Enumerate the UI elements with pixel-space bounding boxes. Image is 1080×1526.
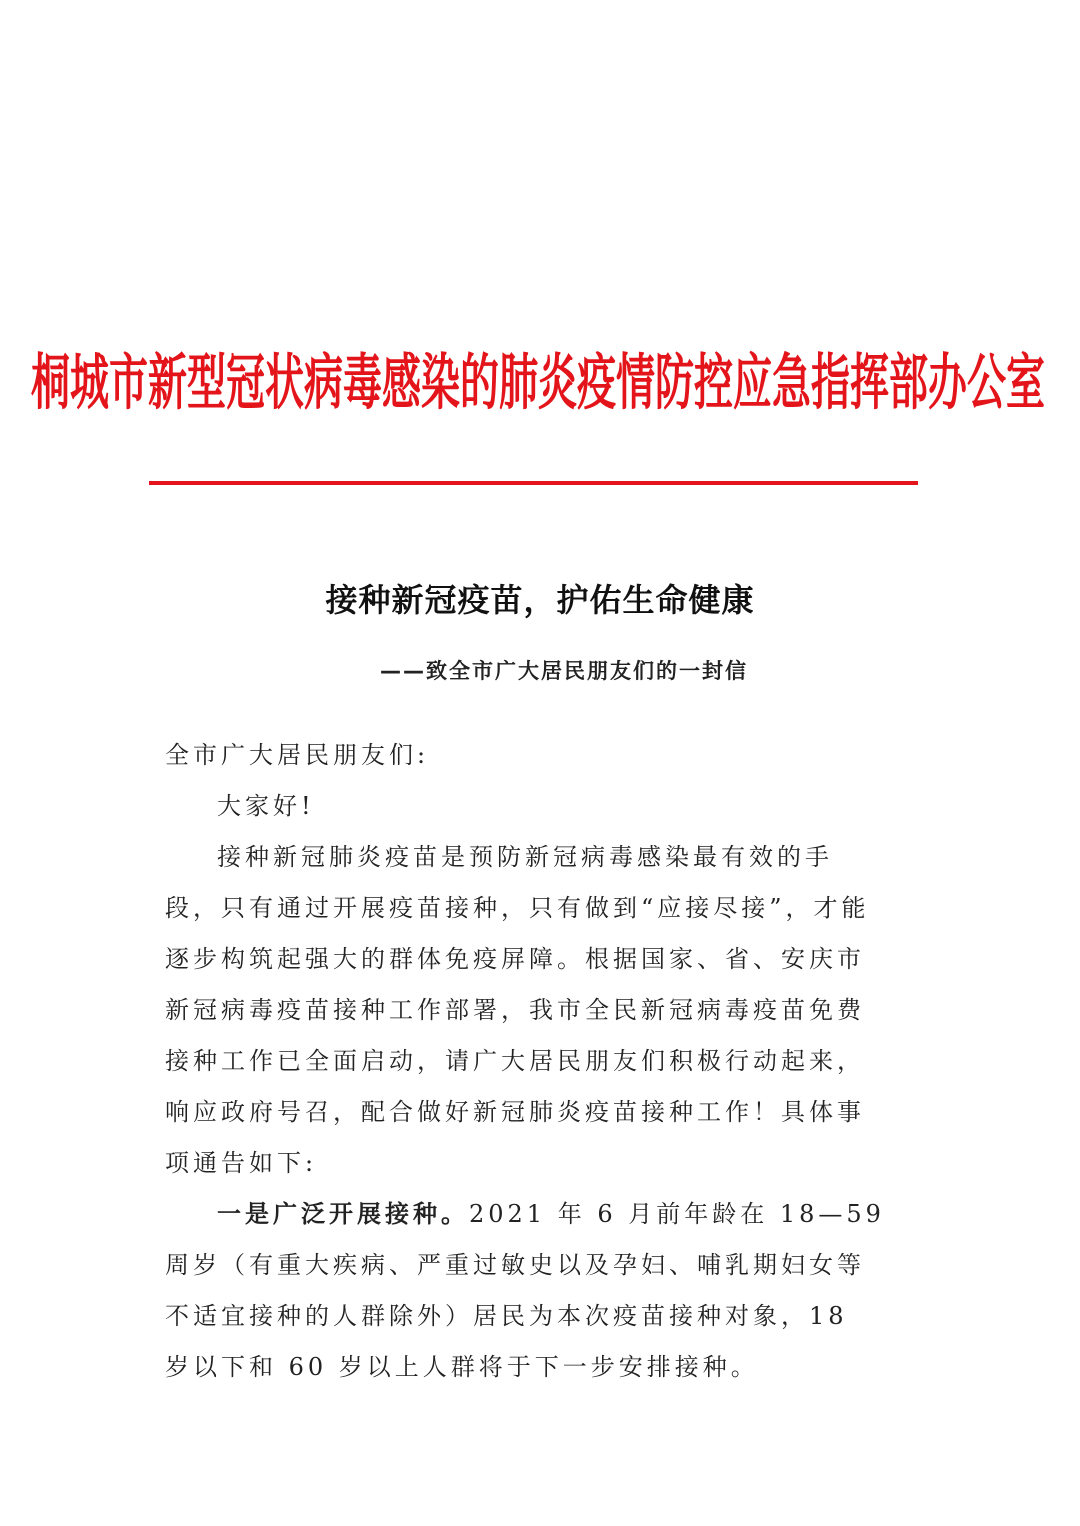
document-subtitle: ——致全市广大居民朋友们的一封信	[380, 659, 748, 683]
paragraph-intro: 接种新冠肺炎疫苗是预防新冠病毒感染最有效的手段，只有通过开展疫苗接种，只有做到“应接尽接”，才能逐步构筑起强大的群体免疫屏障。根据国家、省、安庆市新冠病毒疫苗接种工作部署，我市全民新冠病毒疫苗免费接种工作已全面启动，请广大居民朋友们积极行动起来，响应政府号召，配合做好新冠肺炎疫苗接种工作！具体事项通告如下:	[165, 843, 870, 1177]
issuer-letterhead: 桐城市新型冠状病毒感染的肺炎疫情防控应急指挥部办公室	[31, 348, 1046, 419]
paragraph-lead: 一是广泛开展接种。	[217, 1200, 469, 1228]
document-title: 接种新冠疫苗，护佑生命健康	[325, 581, 755, 619]
paragraph-vaccination-scope	[165, 1189, 887, 1393]
greeting: 大家好!	[217, 792, 315, 820]
letter-body	[165, 730, 887, 1393]
document-subtitle-wrap	[0, 655, 1058, 685]
paragraph-body: 2021 年 6 月前年龄在 18—59 周岁（有重大疾病、严重过敏史以及孕妇、哺乳期妇女等不适宜接种的人群除外）居民为本次疫苗接种对象，18 岁以下和 60 岁以上人群将于下一步安排接种。	[165, 1200, 885, 1381]
letterhead-red-rule	[149, 481, 918, 485]
salutation: 全市广大居民朋友们:	[165, 741, 430, 769]
